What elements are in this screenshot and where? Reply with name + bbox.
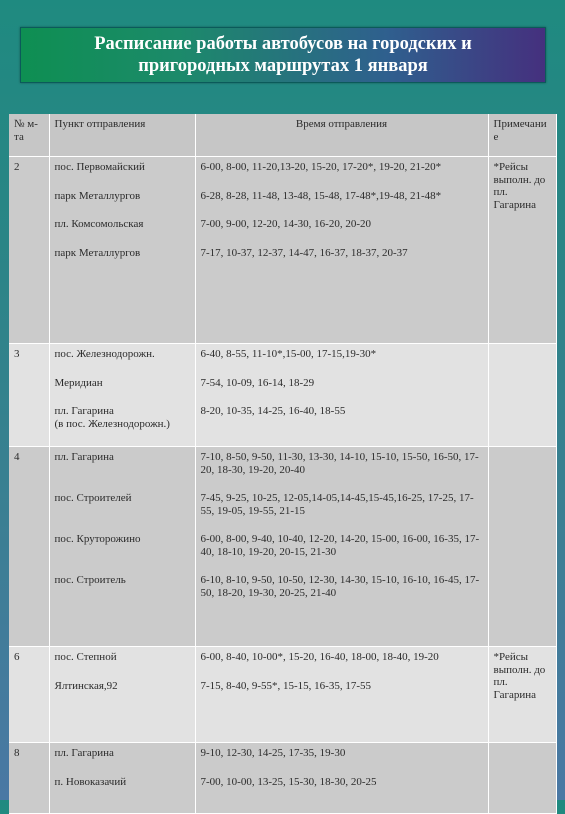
departure-point: пл. Гагарина bbox=[54, 451, 114, 463]
departure-times: 6-00, 8-40, 10-00*, 15-20, 16-40, 18-00, 18-40, 19-20 bbox=[200, 651, 439, 663]
departure-times-cell bbox=[195, 447, 488, 647]
departure-point: парк Металлургов bbox=[54, 246, 141, 259]
table-row bbox=[9, 647, 556, 743]
note-cell: *Рейсы выполн. до пл. Гагарина bbox=[488, 647, 556, 743]
route-number-cell: 6 bbox=[9, 647, 49, 743]
departure-point: пос. Железнодорожн. bbox=[54, 348, 155, 360]
departure-times: 6-28, 8-28, 11-48, 13-48, 15-48, 17-48*,19-48, 21-48* bbox=[200, 189, 442, 202]
note-cell bbox=[488, 447, 556, 647]
departure-point: пл. Гагарина (в пос. Железнодорожн.) bbox=[54, 405, 170, 430]
table-row bbox=[9, 447, 556, 647]
departure-point: пл. Комсомольская bbox=[54, 218, 144, 230]
departure-point: парк Металлургов bbox=[54, 189, 141, 202]
note-cell bbox=[488, 743, 556, 814]
departure-times: 9-10, 12-30, 14-25, 17-35, 19-30 bbox=[200, 747, 346, 759]
departure-times: 6-00, 8-00, 9-40, 10-40, 12-20, 14-20, 15-00, 16-00, 16-35, 17-40, 18-10, 19-20, 20-15, 21-30 bbox=[200, 533, 480, 558]
departure-times-cell bbox=[195, 344, 488, 447]
departure-times: 7-00, 9-00, 12-20, 14-30, 16-20, 20-20 bbox=[200, 218, 371, 230]
route-number-cell: 8 bbox=[9, 743, 49, 814]
route-number-cell: 4 bbox=[9, 447, 49, 647]
table-row bbox=[9, 743, 556, 814]
header-departure-time: Время отправления bbox=[195, 114, 488, 157]
note-cell bbox=[488, 344, 556, 447]
departure-point: пос. Строителей bbox=[54, 492, 132, 504]
departure-times-cell bbox=[195, 157, 488, 344]
schedule-table bbox=[9, 114, 557, 814]
departure-points-cell bbox=[49, 647, 195, 743]
departure-times: 7-54, 10-09, 16-14, 18-29 bbox=[200, 376, 315, 389]
departure-point: пос. Первомайский bbox=[54, 161, 145, 173]
table-header-row bbox=[9, 114, 556, 157]
route-number-cell: 2 bbox=[9, 157, 49, 344]
departure-point: п. Новоказачий bbox=[54, 775, 127, 788]
table-row bbox=[9, 344, 556, 447]
departure-point: пос. Круторожино bbox=[54, 533, 141, 545]
departure-times: 8-20, 10-35, 14-25, 16-40, 18-55 bbox=[200, 405, 346, 417]
header-route-number: № м-та bbox=[9, 114, 49, 157]
departure-point: пос. Строитель bbox=[54, 574, 126, 586]
departure-times: 6-40, 8-55, 11-10*,15-00, 17-15,19-30* bbox=[200, 348, 377, 360]
departure-point: Меридиан bbox=[54, 376, 103, 389]
page-title: Расписание работы автобусов на городских и пригородных маршрутах 1 января bbox=[94, 34, 472, 76]
departure-point: пл. Гагарина bbox=[54, 747, 114, 759]
departure-points-cell bbox=[49, 157, 195, 344]
departure-point: Ялтинская,92 bbox=[54, 679, 118, 692]
departure-times: 6-10, 8-10, 9-50, 10-50, 12-30, 14-30, 15-10, 16-10, 16-45, 17-50, 18-20, 19-30, 20-25, 21-40 bbox=[200, 574, 480, 599]
departure-times: 7-15, 8-40, 9-55*, 15-15, 16-35, 17-55 bbox=[200, 679, 371, 692]
header-departure-point: Пункт отправления bbox=[49, 114, 195, 157]
note-cell: *Рейсы выполн. до пл. Гагарина bbox=[488, 157, 556, 344]
departure-points-cell bbox=[49, 447, 195, 647]
departure-times: 7-17, 10-37, 12-37, 14-47, 16-37, 18-37, 20-37 bbox=[200, 246, 408, 259]
departure-times: 7-00, 10-00, 13-25, 15-30, 18-30, 20-25 bbox=[200, 775, 377, 788]
title-banner bbox=[20, 27, 546, 83]
table-row bbox=[9, 157, 556, 344]
departure-points-cell bbox=[49, 344, 195, 447]
departure-times-cell bbox=[195, 647, 488, 743]
departure-times-cell bbox=[195, 743, 488, 814]
departure-point: пос. Степной bbox=[54, 651, 117, 663]
header-note: Примечание bbox=[488, 114, 556, 157]
departure-points-cell bbox=[49, 743, 195, 814]
route-number-cell: 3 bbox=[9, 344, 49, 447]
departure-times: 6-00, 8-00, 11-20,13-20, 15-20, 17-20*, 19-20, 21-20* bbox=[200, 161, 442, 173]
departure-times: 7-10, 8-50, 9-50, 11-30, 13-30, 14-10, 15-10, 15-50, 16-50, 17-20, 18-30, 19-20, 20-40 bbox=[200, 451, 479, 476]
departure-times: 7-45, 9-25, 10-25, 12-05,14-05,14-45,15-45,16-25, 17-25, 17-55, 19-05, 19-55, 21-15 bbox=[200, 492, 474, 517]
